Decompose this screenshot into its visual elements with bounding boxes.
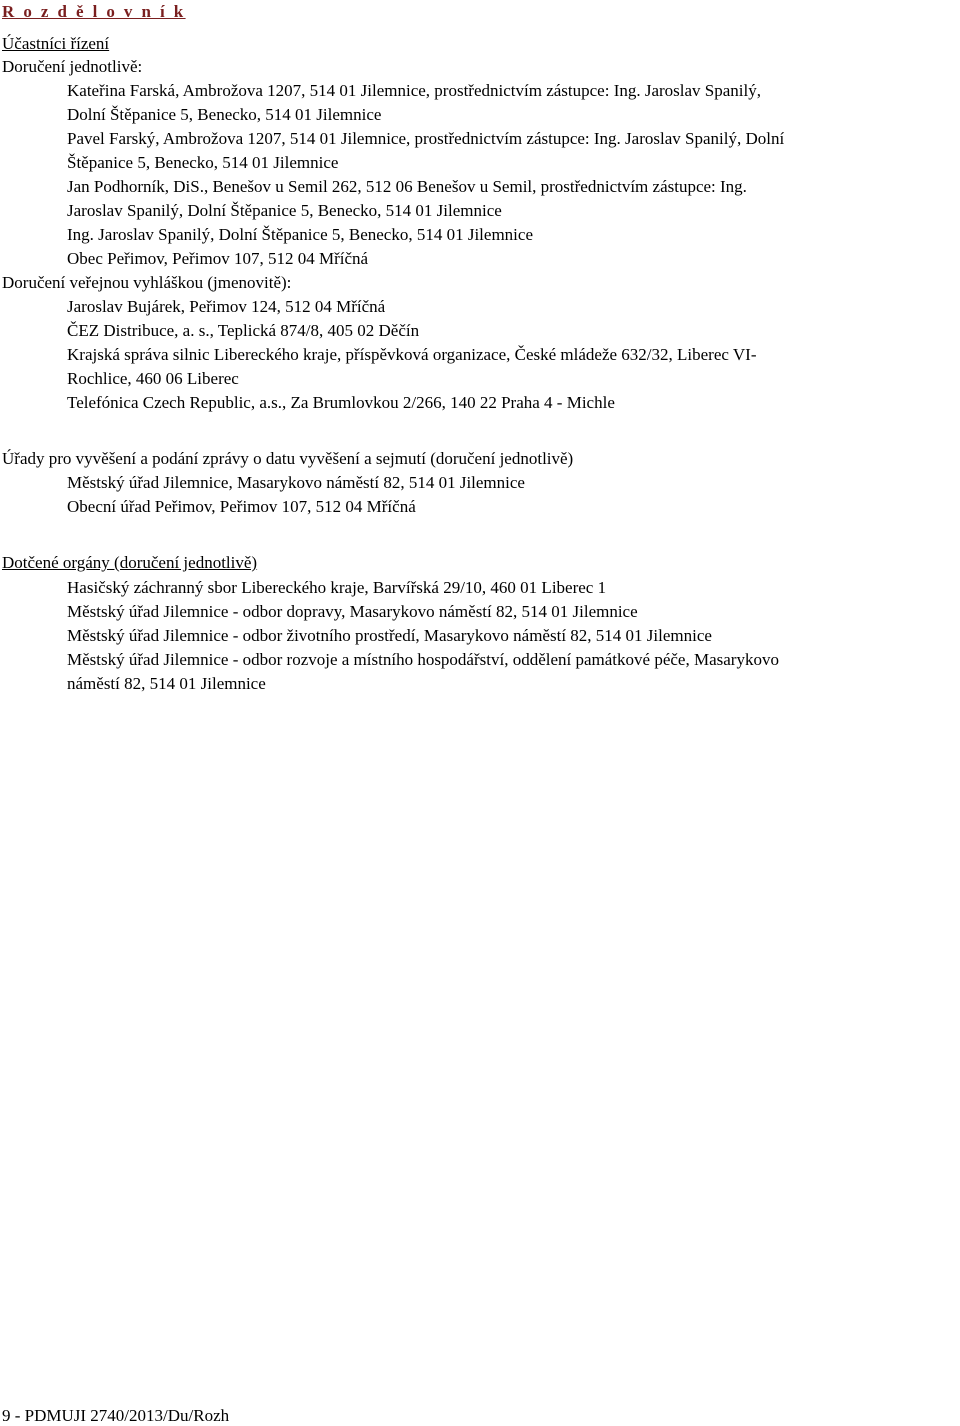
authorities-heading: Dotčené orgány (doručení jednotlivě) — [2, 553, 258, 572]
recipient-line: Telefónica Czech Republic, a.s., Za Brumlovkou 2/266, 140 22 Praha 4 - Michle — [67, 393, 615, 412]
participants-heading: Účastníci řízení — [2, 34, 110, 53]
recipient-line: Jaroslav Spanilý, Dolní Štěpanice 5, Benecko, 514 01 Jilemnice — [67, 201, 502, 220]
authority-line: náměstí 82, 514 01 Jilemnice — [67, 674, 266, 693]
page-footer-reference: 9 - PDMUJI 2740/2013/Du/Rozh — [2, 1406, 230, 1425]
authority-line: Městský úřad Jilemnice - odbor životního prostředí, Masarykovo náměstí 82, 514 01 Jilemnice — [67, 626, 712, 645]
recipient-line: Obec Peřimov, Peřimov 107, 512 04 Mříčná — [67, 249, 369, 268]
public-delivery-label: Doručení veřejnou vyhláškou (jmenovitě): — [2, 273, 292, 292]
office-line: Obecní úřad Peřimov, Peřimov 107, 512 04 Mříčná — [67, 497, 416, 516]
authority-line: Městský úřad Jilemnice - odbor dopravy, Masarykovo náměstí 82, 514 01 Jilemnice — [67, 602, 638, 621]
recipient-line: Pavel Farský, Ambrožova 1207, 514 01 Jilemnice, prostřednictvím zástupce: Ing. Jaroslav Spanilý, Dolní — [67, 129, 785, 148]
recipient-line: Jan Podhorník, DiS., Benešov u Semil 262, 512 06 Benešov u Semil, prostřednictvím zástupce: Ing. — [67, 177, 747, 196]
authority-line: Městský úřad Jilemnice - odbor rozvoje a místního hospodářství, oddělení památkové péče, Masarykovo — [67, 650, 779, 669]
recipient-line: Dolní Štěpanice 5, Benecko, 514 01 Jilemnice — [67, 105, 382, 124]
recipient-line: Rochlice, 460 06 Liberec — [67, 369, 239, 388]
recipient-line: Ing. Jaroslav Spanilý, Dolní Štěpanice 5, Benecko, 514 01 Jilemnice — [67, 225, 533, 244]
recipient-line: ČEZ Distribuce, a. s., Teplická 874/8, 405 02 Děčín — [67, 321, 420, 340]
recipient-line: Štěpanice 5, Benecko, 514 01 Jilemnice — [67, 153, 339, 172]
individual-delivery-label: Doručení jednotlivě: — [2, 57, 143, 76]
recipient-line: Kateřina Farská, Ambrožova 1207, 514 01 Jilemnice, prostřednictvím zástupce: Ing. Jaroslav Spanilý, — [67, 81, 762, 100]
offices-heading: Úřady pro vyvěšení a podání zprávy o datu vyvěšení a sejmutí (doručení jednotlivě) — [2, 449, 574, 468]
office-line: Městský úřad Jilemnice, Masarykovo náměstí 82, 514 01 Jilemnice — [67, 473, 525, 492]
authority-line: Hasičský záchranný sbor Libereckého kraje, Barvířská 29/10, 460 01 Liberec 1 — [67, 578, 607, 597]
recipient-line: Jaroslav Bujárek, Peřimov 124, 512 04 Mříčná — [67, 297, 386, 316]
recipient-line: Krajská správa silnic Libereckého kraje, příspěvková organizace, České mládeže 632/32, Liberec VI- — [67, 345, 757, 364]
document-title: R o z d ě l o v n í k — [2, 2, 186, 21]
